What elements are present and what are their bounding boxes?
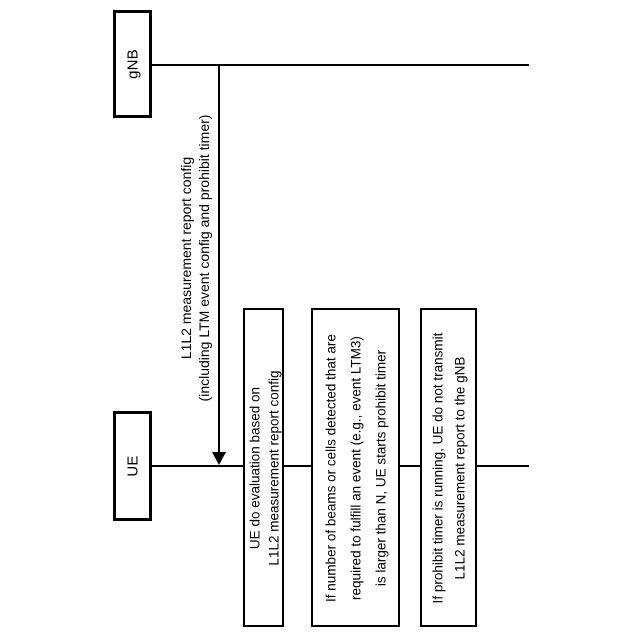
note-line: If number of beams or cells detected that are bbox=[323, 333, 338, 602]
note-box-ue-evaluation bbox=[243, 308, 284, 627]
note-line: L1L2 measurement report config bbox=[265, 369, 281, 566]
arrowhead-down-icon bbox=[212, 452, 226, 465]
note-line: If prohibit timer is running, UE do not transmit bbox=[429, 332, 445, 603]
message-arrow-line bbox=[218, 65, 220, 455]
note-box-ue-evaluation-text bbox=[245, 310, 282, 625]
message-label-line-2: (including LTM event config and prohibit timer) bbox=[196, 114, 212, 402]
note-line: L1L2 measurement report to the gNB bbox=[451, 356, 467, 579]
note-box-prohibit-timer-start-text bbox=[313, 310, 398, 625]
note-box-prohibit-timer-start bbox=[311, 308, 400, 627]
message-label-line-1: L1L2 measurement report config bbox=[178, 156, 194, 360]
note-line: is larger than N, UE starts prohibit timer bbox=[373, 349, 388, 586]
note-line: UE do evaluation based on bbox=[246, 386, 262, 549]
ue-actor-box bbox=[113, 411, 152, 521]
note-box-no-transmit bbox=[420, 308, 477, 627]
ue-actor-label: UE bbox=[124, 455, 141, 477]
gnb-actor-box bbox=[113, 10, 152, 118]
message-label bbox=[175, 85, 215, 431]
note-line: required to fulfill an event (e.g., event LTM3) bbox=[348, 335, 363, 600]
note-box-no-transmit-text bbox=[422, 310, 475, 625]
gnb-actor-label: gNB bbox=[124, 49, 141, 79]
gnb-lifeline bbox=[152, 64, 529, 66]
